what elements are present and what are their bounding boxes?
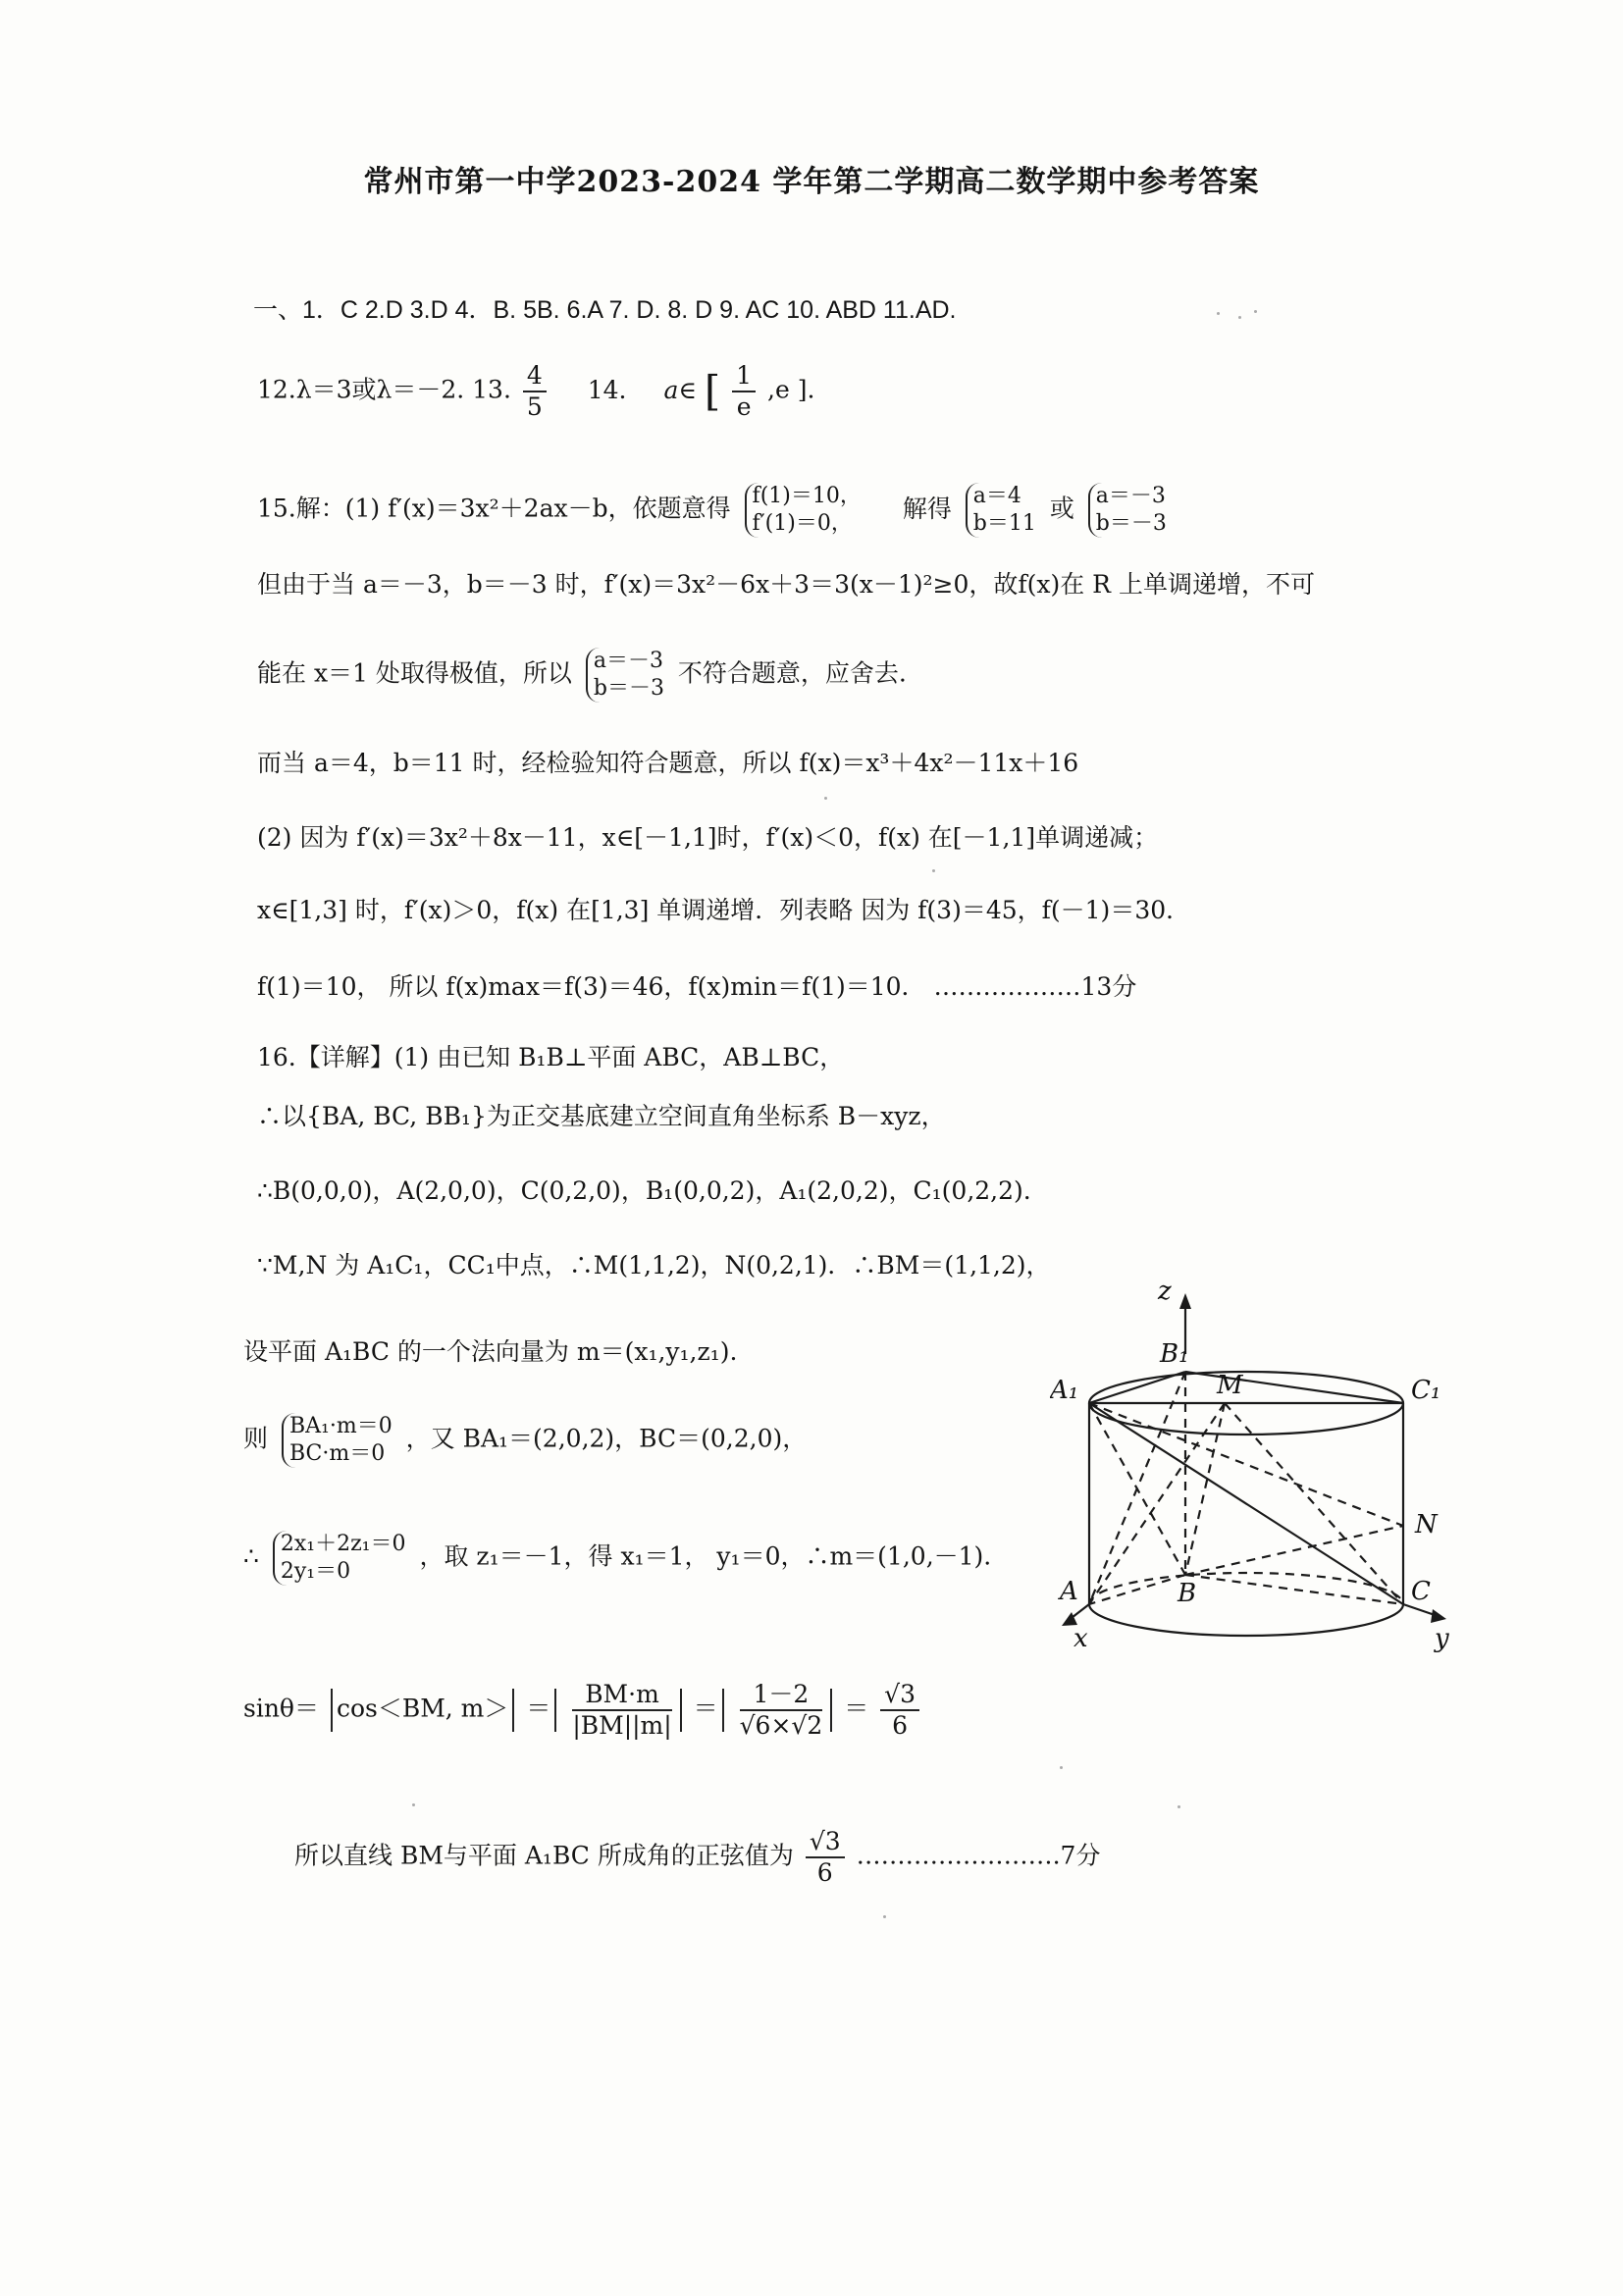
sine-fraction-2: [740, 1680, 823, 1741]
q16-conclusion: [294, 1827, 1100, 1888]
q14-label: 14.: [587, 375, 627, 404]
q14-set-text: a∈: [663, 375, 697, 404]
q15-condition-system: [745, 483, 862, 538]
sine-lhs: sinθ＝: [243, 1694, 319, 1723]
sine-fraction-2-denominator: √6×√2: [739, 1711, 823, 1740]
q15-solution-system-1: [966, 483, 1036, 538]
q13-numerator: 4: [523, 361, 547, 392]
label-b1: B₁: [1160, 1339, 1189, 1369]
q15-line-1: [257, 483, 1173, 538]
q15-solution-1-row-2: b＝11: [972, 511, 1036, 536]
scan-speck: [824, 797, 827, 800]
q16-normal-result-text: ，取 z₁＝－1，得 x₁＝1， y₁＝0，∴m＝(1,0,－1).: [419, 1541, 992, 1571]
q16-line-5: 设平面 A₁BC 的一个法向量为 m＝(x₁,y₁,z₁).: [243, 1337, 738, 1366]
bottom-ellipse-front: [1089, 1604, 1403, 1636]
q16-line-7: [243, 1531, 991, 1586]
conclusion-fraction: [806, 1827, 845, 1888]
q15-line-2: 但由于当 a＝－3，b＝－3 时，f′(x)＝3x²－6x＋3＝3(x－1)²≥0，故f(x)在 R 上单调递增，不可: [257, 570, 1315, 599]
q16-normal-row-1: BA₁·m＝0: [288, 1414, 393, 1438]
label-x: x: [1073, 1624, 1088, 1653]
q15-reject-row-1: a＝－3: [593, 649, 663, 673]
fill-answers-line: 12.λ＝3或λ＝－2. 13. $\frac{4}{5}$ 14. a∈ [ $\frac{1}{e}$ ,e ].: [257, 361, 815, 421]
q15-reject-system: [586, 648, 664, 703]
q16-line-2: ∴以{BA, BC, BB₁}为正交基底建立空间直角坐标系 B－xyz，: [257, 1102, 946, 1130]
q16-sine-formula: sinθ＝ cos＜BM, m＞ ＝ $\frac{BM\cdot m}{|BM||m|}$ ＝ $\frac{1-2}{√6\times√2}$ ＝ $\frac{√3}{6}$: [243, 1680, 923, 1741]
scan-speck: [1254, 310, 1257, 313]
q15-condition-row-2: f′(1)＝0，: [752, 511, 853, 536]
q14-numerator: 1: [732, 361, 756, 392]
q16-equation-row-1: 2x₁＋2z₁＝0: [280, 1532, 406, 1556]
sine-fraction-3: [880, 1680, 919, 1741]
q15-solve-text: 解得: [902, 494, 952, 523]
scan-speck: [412, 1803, 415, 1806]
sine-fraction-1-numerator: BM·m: [572, 1680, 671, 1711]
q16-line-4: ∵M,N 为 A₁C₁，CC₁中点，∴M(1,1,2)，N(0,2,1)．∴BM＝(1,1,2)，: [257, 1251, 1051, 1279]
sine-fraction-2-numerator: 1－2: [740, 1680, 823, 1711]
q16-therefore-text: ∴: [243, 1541, 259, 1571]
q16-line-6: [243, 1413, 807, 1468]
conclusion-numerator: √3: [806, 1827, 845, 1858]
q14-upper: ,e: [767, 375, 790, 404]
q16-vectors-text: ，又 BA₁＝(2,0,2)，BC＝(0,2,0)，: [405, 1424, 808, 1453]
q16-then-text: 则: [243, 1424, 269, 1453]
q15-solution-2-row-2: b＝－3: [1095, 511, 1167, 536]
q15-line-6: x∈[1,3] 时，f′(x)＞0，f(x) 在[1,3] 单调递增．列表略 因为 f(3)＝45，f(－1)＝30．: [257, 896, 1191, 924]
segment-b-c: [1185, 1575, 1403, 1604]
q15-line-5: (2) 因为 f′(x)＝3x²＋8x－11，x∈[－1,1]时，f′(x)＜0，f(x) 在[－1,1]单调递减；: [257, 823, 1159, 852]
label-y: y: [1435, 1624, 1449, 1653]
scan-speck: [1060, 1766, 1063, 1769]
scan-speck: [932, 869, 935, 872]
bottom-ellipse-back: [1089, 1573, 1403, 1604]
scan-speck: [883, 1915, 886, 1918]
label-c: C: [1411, 1577, 1431, 1606]
q15-solution-2-row-1: a＝－3: [1095, 484, 1166, 508]
page-title: 常州市第一中学2023-2024 学年第二学期高二数学期中参考答案: [363, 165, 1260, 199]
q16-line-1: 16.【详解】(1) 由已知 B₁B⊥平面 ABC，AB⊥BC，: [257, 1043, 845, 1071]
q16-equation-system: [273, 1531, 406, 1586]
segment-b1-a: [1089, 1372, 1185, 1604]
q16-normal-row-2: BC·m＝0: [288, 1441, 386, 1466]
segment-m-a: [1089, 1403, 1225, 1604]
q15-derivative-text: 15.解：(1) f′(x)＝3x²＋2ax－b，依题意得: [257, 494, 731, 523]
q15-line-4: 而当 a＝4，b＝11 时，经检验知符合题意，所以 f(x)＝x³＋4x²－11x＋16: [257, 749, 1079, 777]
q15-solution-1-row-1: a＝4: [972, 484, 1021, 508]
segment-a1-c: [1089, 1403, 1403, 1604]
q16-normal-system: [282, 1413, 393, 1468]
q15-condition-row-1: f(1)＝10，: [752, 484, 862, 508]
q16-equation-row-2: 2y₁＝0: [280, 1559, 351, 1584]
conclusion-denominator: 6: [816, 1858, 833, 1887]
q15-reject-text: 不符合题意，应舍去.: [677, 658, 907, 688]
scan-speck: [1178, 1805, 1180, 1808]
sine-cosine-term: cos＜BM, m＞: [336, 1694, 509, 1723]
q14-close: ].: [797, 375, 815, 404]
q13-fraction: [523, 361, 547, 422]
sine-fraction-1: [572, 1680, 671, 1741]
sine-fraction-3-numerator: √3: [880, 1680, 919, 1711]
label-a: A: [1060, 1577, 1078, 1606]
segment-a1-n: [1089, 1403, 1403, 1526]
segment-a1-b1: [1089, 1372, 1185, 1403]
choice-answers-line: 一、1．C 2.D 3.D 4．B. 5B. 6.A 7. D. 8. D 9. AC 10. ABD 11.AD.: [253, 296, 957, 324]
q15-extreme-text: 能在 x＝1 处取得极值，所以: [257, 658, 572, 688]
label-n: N: [1415, 1510, 1438, 1539]
q12-q13-text: 12.λ＝3或λ＝－2. 13.: [257, 375, 511, 404]
cylinder-figure: [1050, 1276, 1462, 1688]
segment-m-c: [1225, 1403, 1403, 1604]
q15-solution-system-2: [1088, 483, 1167, 538]
y-arrow-icon: [1431, 1609, 1446, 1623]
label-m: M: [1217, 1371, 1243, 1400]
conclusion-score: …………………….7分: [856, 1841, 1101, 1870]
label-b: B: [1178, 1579, 1197, 1608]
q15-or-text: 或: [1049, 494, 1074, 523]
q15-reject-row-2: b＝－3: [593, 676, 664, 701]
q15-line-3: [257, 648, 907, 703]
q13-denominator: 5: [526, 392, 543, 421]
segment-b-a: [1089, 1575, 1185, 1604]
segment-b-n: [1185, 1526, 1403, 1575]
segment-m-b: [1185, 1403, 1225, 1575]
z-arrow-icon: [1179, 1293, 1191, 1309]
conclusion-text: 所以直线 BM与平面 A₁BC 所成角的正弦值为: [294, 1841, 794, 1870]
label-a1: A₁: [1050, 1376, 1079, 1405]
q14-denominator: e: [736, 392, 752, 421]
q15-line-7: f(1)＝10， 所以 f(x)max＝f(3)＝46，f(x)min＝f(1)＝10． ………………13分: [257, 972, 1137, 1001]
q16-line-3: ∴B(0,0,0)，A(2,0,0)，C(0,2,0)，B₁(0,0,2)，A₁(2,0,2)，C₁(0,2,2).: [257, 1176, 1031, 1205]
sine-fraction-1-denominator: |BM||m|: [572, 1711, 672, 1740]
scan-speck: [1217, 312, 1220, 315]
scan-speck: [1238, 316, 1241, 319]
label-c1: C₁: [1411, 1376, 1441, 1405]
q14-fraction: [732, 361, 756, 422]
label-z: z: [1158, 1277, 1172, 1306]
sine-fraction-3-denominator: 6: [892, 1711, 909, 1740]
